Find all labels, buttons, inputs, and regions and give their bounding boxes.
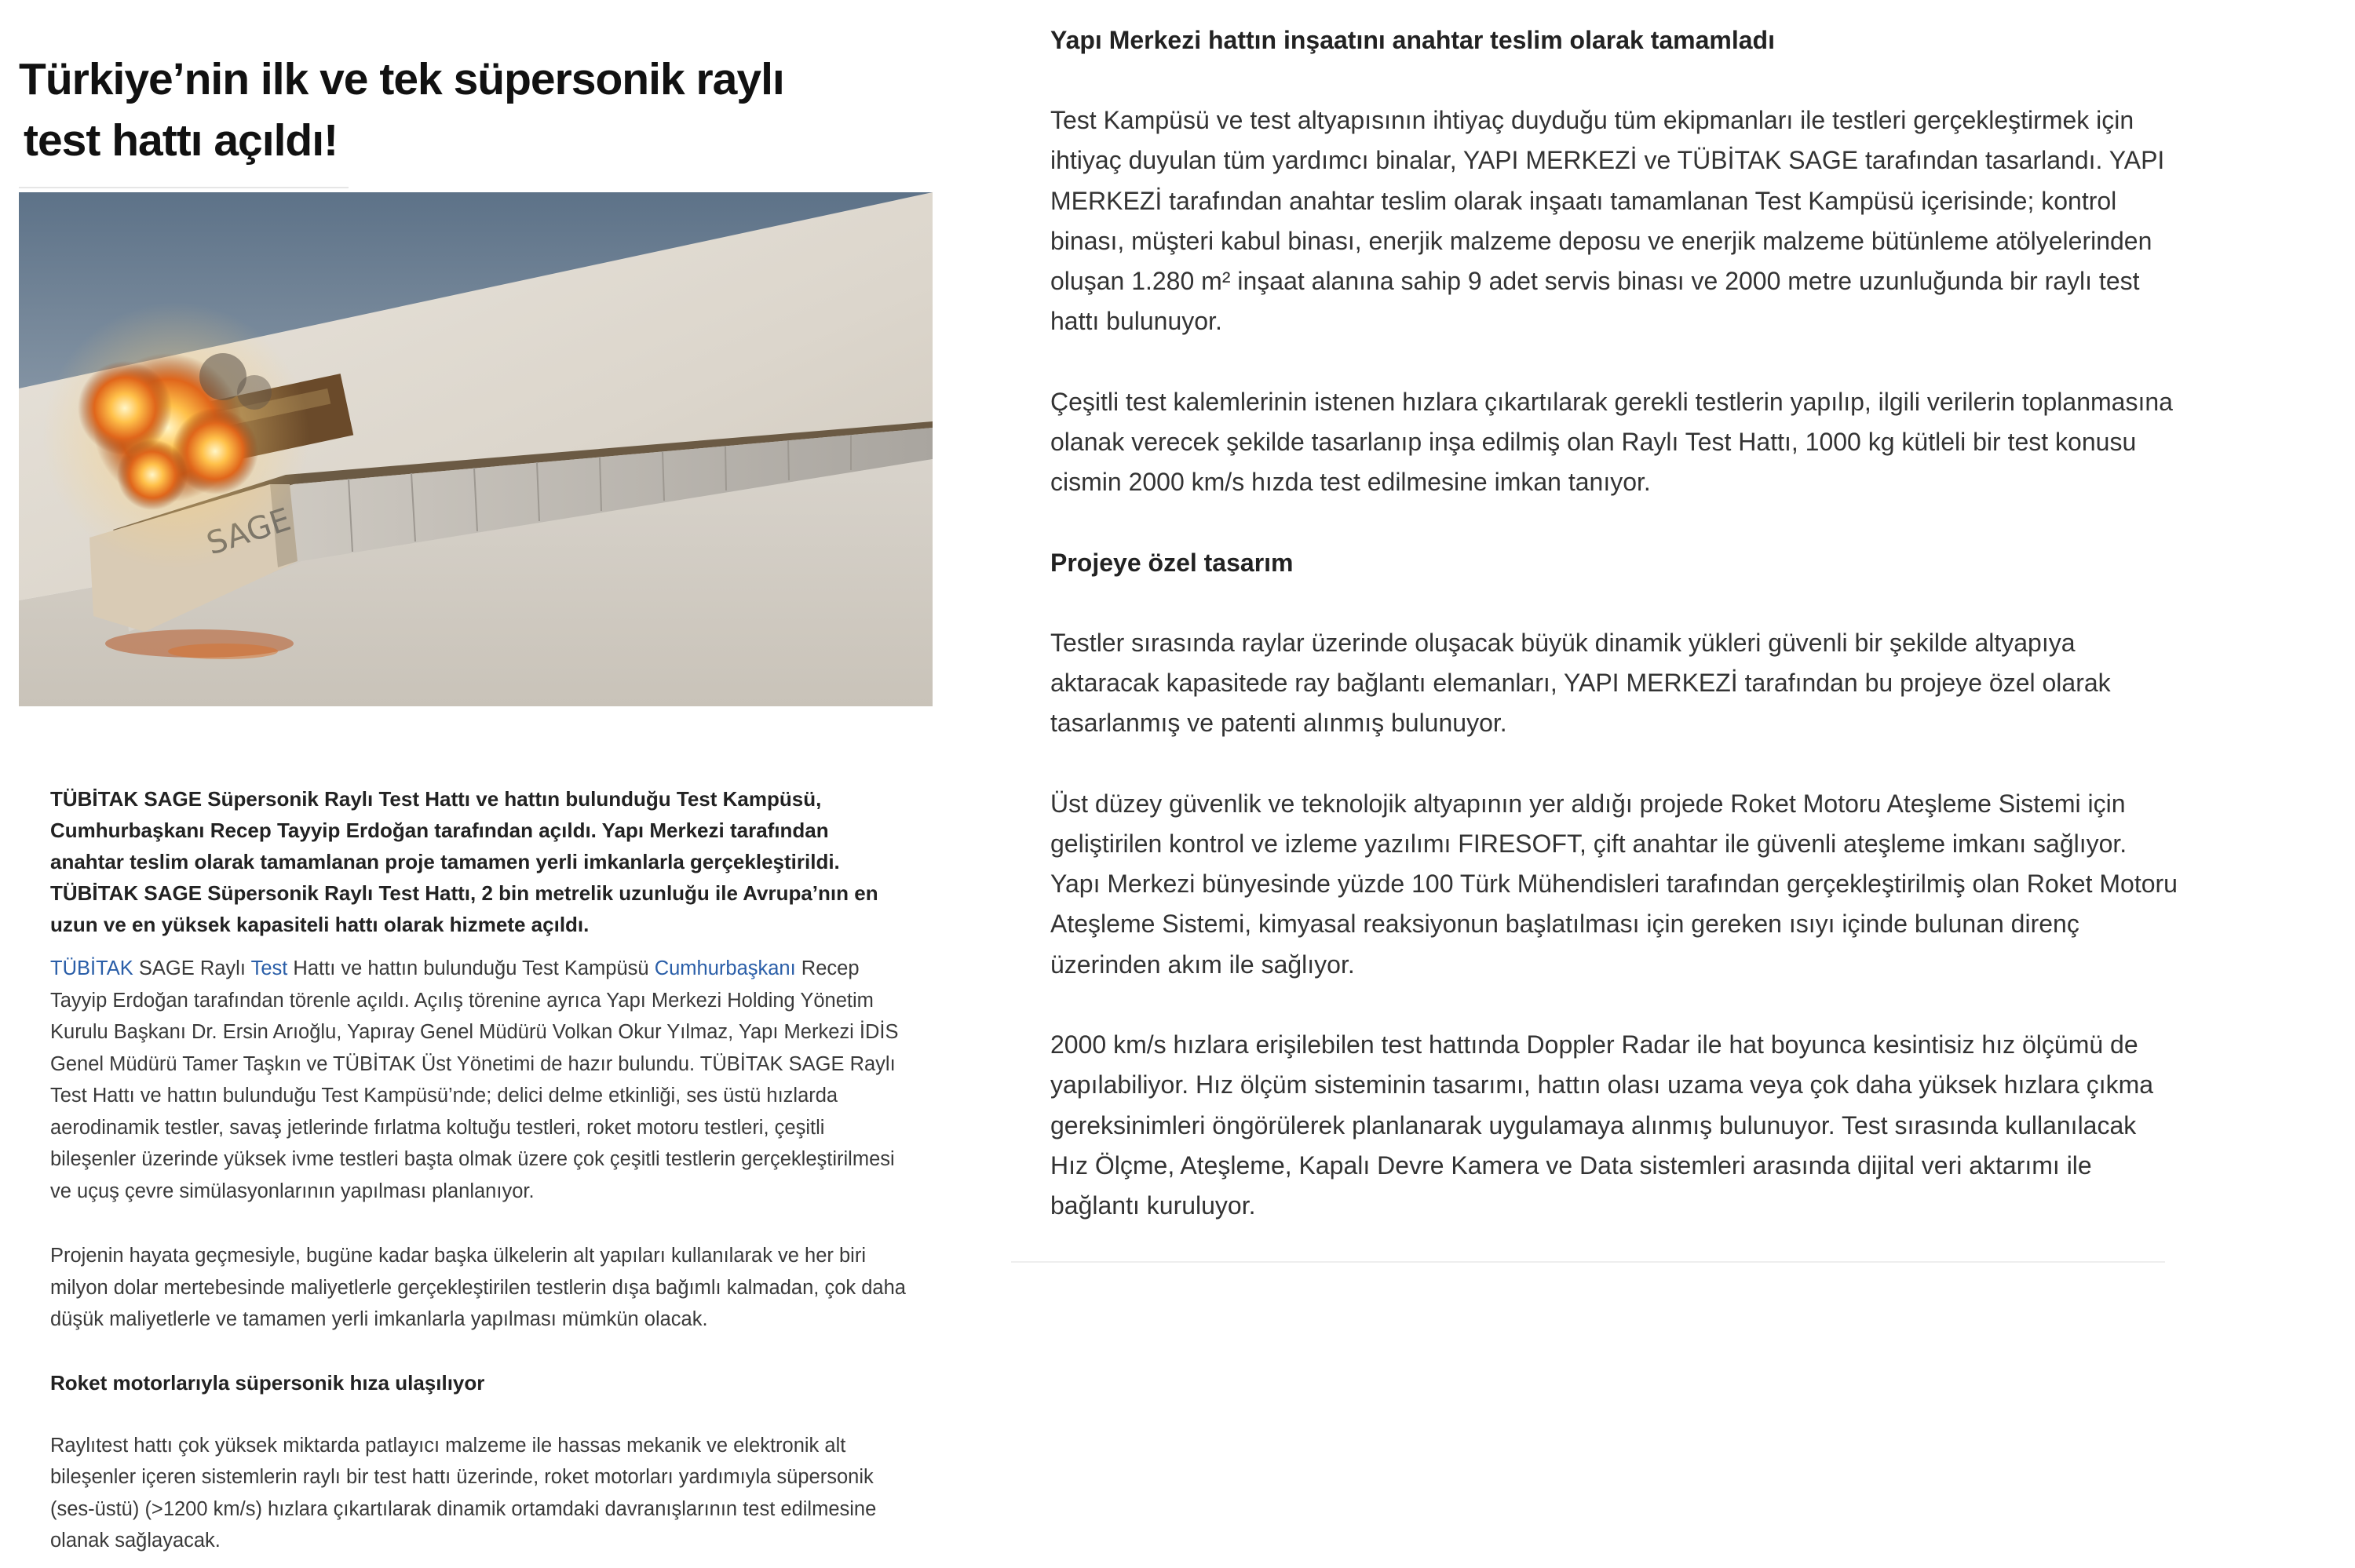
link-test[interactable]: Test — [250, 957, 288, 979]
right-paragraph-1: Test Kampüsü ve test altyapısının ihtiyaç duyduğu tüm ekipmanları ile testleri gerçekleştirmek için ihtiyaç duyulan tüm yardımcı binalar, YAPI MERKEZİ ve TÜBİTAK SAGE tarafından tasarlandı. YAPI MERKEZİ tarafından anahtar teslim olarak inşaatı tamamlanan Test Kampüsü içerisinde; kontrol binası, müşteri kabul binası, enerjik malzeme deposu ve enerjik malzeme bütünleme atölyelerinden oluşan 1.280 m² inşaat alanına sahip 9 adet servis binası ve 2000 metre uzunluğunda bir raylı test hattı bulunuyor. — [1050, 106, 2165, 336]
spacer — [1050, 342, 2181, 382]
para1-text-1: SAGE Raylı — [133, 957, 251, 979]
para1-text-2: Hattı ve hattın bulunduğu Test Kampüsü — [287, 957, 655, 979]
article-end-divider — [1011, 1261, 2165, 1263]
right-paragraph-5: 2000 km/s hızlara erişilebilen test hattında Doppler Radar ile hat boyunca kesintisiz hız ölçümü de yapılabiliyor. Hız ölçüm sisteminin tasarımı, hattın olası uzama veya çok daha yüksek hızlara çıkma gereksinimleri öngörülerek planlanarak uygulamaya alınmış bulunuyor. Test sırasında kullanılacak Hız Ölçme, Ateşleme, Kapalı Devre Kamera ve Data sistemleri arasında dijital veri aktarımı ile bağlantı kuruluyor. — [1050, 1030, 2154, 1220]
hero-image — [19, 192, 933, 706]
article-paragraph-1 — [50, 953, 906, 1207]
spacer — [1050, 985, 2181, 1025]
spacer — [1050, 744, 2181, 784]
right-paragraph-3: Testler sırasında raylar üzerinde oluşacak büyük dinamik yükleri güvenli bir şekilde altyapıya aktaracak kapasitede ray bağlantı elemanları, YAPI MERKEZİ tarafından bu projeye özel olarak tasarlanmış ve patenti alınmış bulunuyor. — [1050, 628, 2111, 738]
right-heading-projeye-ozel: Projeye özel tasarım — [1050, 548, 1294, 577]
right-column — [1050, 20, 2181, 1227]
right-paragraph-2: Çeşitli test kalemlerinin istenen hızlara çıkartılarak gerekli testlerin yapılıp, ilgili verilerin toplanmasına olanak verecek şekilde tasarlanıp inşa edilmiş olan Raylı Test Hattı, 1000 kg kütleli bir test konusu cismin 2000 km/s hızda test edilmesine imkan tanıyor. — [1050, 387, 2173, 497]
page-title — [19, 49, 882, 171]
page-title-line-2: test hattı açıldı! — [24, 115, 338, 166]
spacer — [1050, 503, 2181, 543]
right-paragraph-4: Üst düzey güvenlik ve teknolojik altyapının yer aldığı projede Roket Motoru Ateşleme Sistemi için geliştirilen kontrol ve izleme yazılımı FIRESOFT, çift anahtar ile güvenli ateşleme imkanı sağlıyor. Yapı Merkezi bünyesinde yüzde 100 Türk Mühendisleri tarafından gerçekleştirilmiş olan Roket Motoru Ateşleme Sistemi, kimyasal reaksiyonun başlatılması için gereken ısıyı içinde bulunan direnç üzerinden akım ile sağlıyor. — [1050, 789, 2178, 979]
article-paragraph-3: Raylıtest hattı çok yüksek miktarda patlayıcı malzeme ile hassas mekanik ve elektronik alt bileşenler içeren sistemlerin raylı bir test hattı üzerinde, roket motorları yardımıyla süpersonik (ses-üstü) (>1200 km/s) hızlara çıkartılarak dinamik ortamdaki davranışlarının test edilmesine olanak sağlayacak. — [50, 1434, 877, 1552]
title-divider — [19, 187, 349, 188]
spacer — [50, 1398, 906, 1430]
spacer — [50, 1207, 906, 1240]
spacer — [50, 1336, 906, 1367]
right-heading-yapi-merkezi: Yapı Merkezi hattın inşaatını anahtar teslim olarak tamamladı — [1050, 26, 1775, 54]
article-subheading-rocket: Roket motorlarıyla süpersonik hıza ulaşılıyor — [50, 1370, 485, 1395]
spacer — [1050, 60, 2181, 100]
article-paragraph-2: Projenin hayata geçmesiyle, bugüne kadar başka ülkelerin alt yapıları kullanılarak ve her biri milyon dolar mertebesinde maliyetlerle gerçekleştirilen testlerin dışa bağımlı kalmadan, çok daha düşük maliyetlerle ve tamamen yerli imkanlarla yapılması mümkün olacak. — [50, 1245, 906, 1330]
left-article-body — [50, 783, 906, 1557]
para1-text-3: Recep Tayyip Erdoğan tarafından törenle açıldı. Açılış törenine ayrıca Yapı Merkezi Holding Yönetim Kurulu Başkanı Dr. Ersin Arıoğlu, Yapıray Genel Müdürü Volkan Okur Yılmaz, Yapı Merkezi İDİS Genel Müdürü Tamer Taşkın ve TÜBİTAK Üst Yönetimi de hazır bulundu. TÜBİTAK SAGE Raylı Test Hattı ve hattın bulunduğu Test Kampüsü’nde; delici delme etkinliği, ses üstü hızlarda aerodinamik testler, savaş jetlerinde fırlatma koltuğu testleri, roket motoru testleri, çeşitli bileşenler üzerinde yüksek ivme testleri başta olmak üzere çok çeşitli testlerin gerçekleştirilmesi ve uçuş çevre simülasyonlarının yapılması planlanıyor. — [50, 957, 899, 1202]
spacer — [1050, 583, 2181, 623]
link-tubitak[interactable]: TÜBİTAK — [50, 957, 133, 979]
page-title-line-1: Türkiye’nin ilk ve tek süpersonik raylı — [19, 54, 784, 104]
hero-photo — [19, 192, 933, 706]
article-lead: TÜBİTAK SAGE Süpersonik Raylı Test Hattı ve hattın bulunduğu Test Kampüsü, Cumhurbaşkanı Recep Tayyip Erdoğan tarafından açıldı. Yapı Merkezi tarafından anahtar teslim olarak tamamlanan proje tamamen yerli imkanlarla gerçekleştirildi. TÜBİTAK SAGE Süpersonik Raylı Test Hattı, 2 bin metrelik uzunluğu ile Avrupa’nın en uzun ve en yüksek kapasiteli hattı olarak hizmete açıldı. — [50, 787, 878, 936]
left-column — [0, 0, 942, 1568]
link-cumhurbaskani[interactable]: Cumhurbaşkanı — [654, 957, 796, 979]
